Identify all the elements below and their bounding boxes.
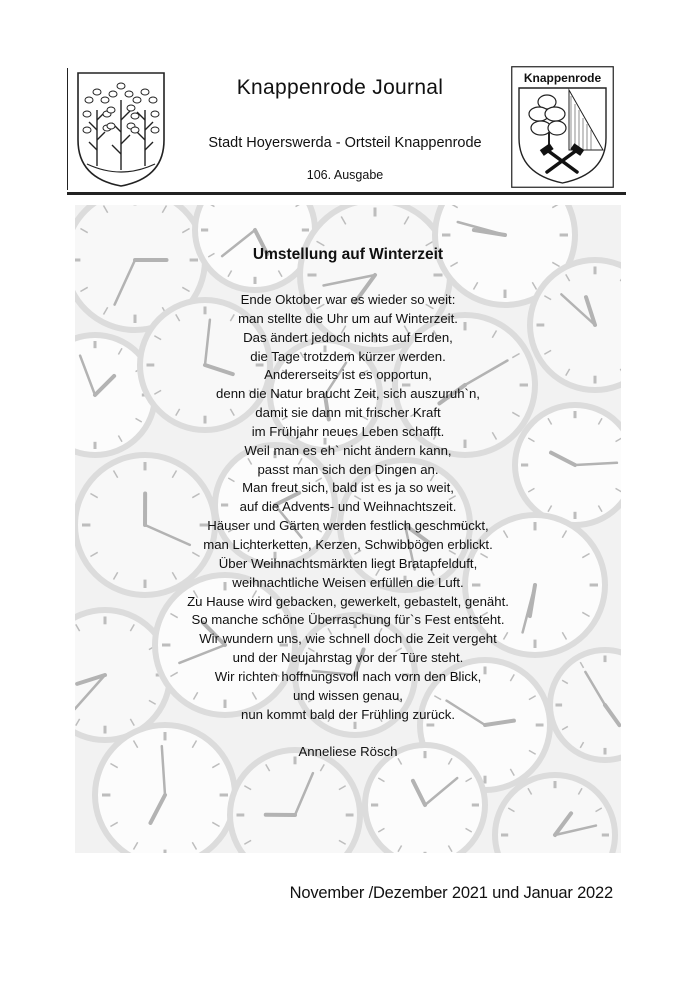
edition-date: November /Dezember 2021 und Januar 2022 xyxy=(289,884,613,902)
header-left-rule xyxy=(67,68,68,190)
journal-title: Knappenrode Journal xyxy=(236,76,444,99)
poem-lines xyxy=(75,291,621,724)
header-divider xyxy=(67,192,626,195)
poem-line: Über Weihnachtsmärkten liegt Bratapfelduft, xyxy=(218,555,478,571)
journal-subtitle: Stadt Hoyerswerda - Ortsteil Knappenrode xyxy=(208,135,482,151)
poem-line: und wissen genau, xyxy=(293,687,403,703)
poem-line: denn die Natur braucht Zeit, sich auszuruh`n, xyxy=(216,386,480,402)
poem-line: auf die Advents- und Weihnachtszeit. xyxy=(239,499,457,515)
poem-line: man Lichterketten, Kerzen, Schwibbögen erblickt. xyxy=(203,536,493,552)
coat-of-arms-trees-icon xyxy=(75,70,167,188)
poem-line: Weil man es eh` nicht ändern kann, xyxy=(244,442,452,458)
poem-line: damit sie dann mit frischer Kraft xyxy=(255,405,441,421)
poem-line: Andererseits ist es opportun, xyxy=(264,367,432,383)
article-author: Anneliese Rösch xyxy=(298,744,398,759)
coat-of-arms-knappenrode-icon xyxy=(511,66,614,188)
poem-line: nun kommt bald der Frühling zurück. xyxy=(240,706,456,722)
poem-line: Das ändert jedoch nichts auf Erden, xyxy=(243,329,453,345)
poem-line: die Tage trotzdem kürzer werden. xyxy=(250,348,446,364)
crest-label: Knappenrode xyxy=(523,71,602,85)
poem-line: im Frühjahr neues Leben schafft. xyxy=(251,423,445,439)
poem-line: Wir wundern uns, wie schnell doch die Zeit vergeht xyxy=(199,631,497,647)
poem-line: Man freut sich, bald ist es ja so weit, xyxy=(242,480,454,496)
poem-line: Wir richten hoffnungsvoll nach vorn den Blick, xyxy=(214,668,482,684)
poem-line: So manche schöne Überraschung für`s Fest entsteht. xyxy=(191,612,505,628)
poem-line: Zu Hause wird gebacken, gewerkelt, gebastelt, genäht. xyxy=(187,593,509,609)
poem-line: und der Neujahrstag vor der Türe steht. xyxy=(232,650,464,666)
poem-line: man stellte die Uhr um auf Winterzeit. xyxy=(238,310,458,326)
poem-line: Häuser und Gärten werden festlich geschmückt, xyxy=(207,518,489,534)
poem-line: passt man sich den Dingen an. xyxy=(257,461,439,477)
article-title: Umstellung auf Winterzeit xyxy=(252,246,444,263)
issue-number: 106. Ausgabe xyxy=(306,168,384,182)
poem-line: Ende Oktober war es wieder so weit: xyxy=(240,292,456,307)
poem-line: weihnachtliche Weisen erfüllen die Luft. xyxy=(232,574,464,590)
